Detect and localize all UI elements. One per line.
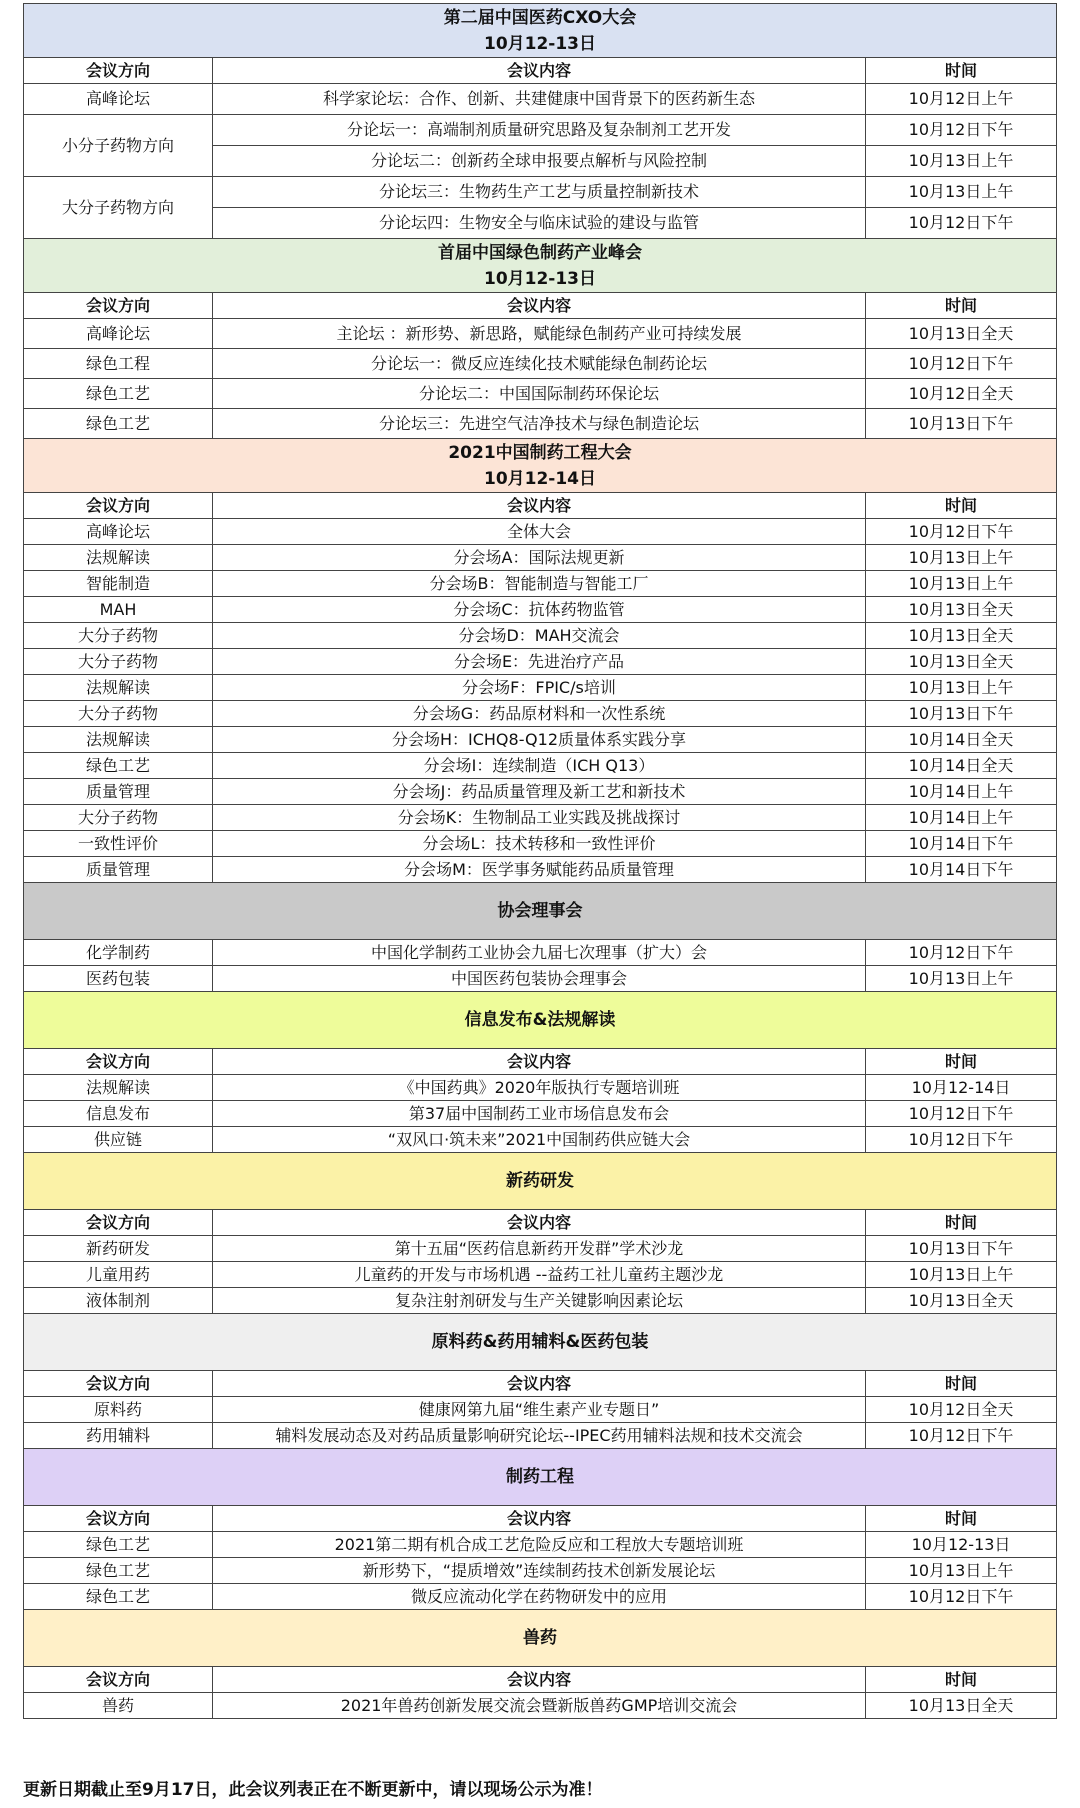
time-cell: 10月13日上午	[866, 966, 1057, 992]
time-cell: 10月13日全天	[866, 597, 1057, 623]
direction-cell: 法规解读	[24, 545, 213, 571]
direction-cell: MAH	[24, 597, 213, 623]
section-title	[24, 4, 1057, 58]
section-date: 10月12-13日	[483, 268, 597, 289]
time-cell: 10月14日上午	[866, 779, 1057, 805]
table-row	[24, 519, 1057, 545]
table-row	[24, 1558, 1057, 1584]
header-direction: 会议方向	[24, 1210, 213, 1236]
table-row	[24, 115, 1057, 146]
table-row	[24, 1693, 1057, 1719]
section-new-drug	[24, 1153, 1057, 1314]
table-row	[24, 409, 1057, 439]
section-title: 新药研发	[24, 1153, 1057, 1210]
time-cell: 10月12日下午	[866, 115, 1057, 146]
content-cell: 分会场G：药品原材料和一次性系统	[213, 701, 866, 727]
header-time: 时间	[866, 58, 1057, 84]
direction-cell: 法规解读	[24, 675, 213, 701]
time-cell: 10月13日上午	[866, 1558, 1057, 1584]
header-row	[24, 293, 1057, 319]
content-cell: 中国化学制药工业协会九届七次理事（扩大）会	[213, 940, 866, 966]
direction-cell: 绿色工艺	[24, 379, 213, 409]
schedule-table	[23, 3, 1057, 1719]
section-title: 兽药	[24, 1610, 1057, 1667]
section-date: 10月12-14日	[483, 468, 597, 489]
header-direction: 会议方向	[24, 1506, 213, 1532]
direction-cell: 大分子药物方向	[24, 177, 213, 239]
section-title	[24, 239, 1057, 293]
direction-cell: 高峰论坛	[24, 84, 213, 115]
section-green-pharma	[24, 239, 1057, 439]
content-cell: 第十五届“医药信息新药开发群”学术沙龙	[213, 1236, 866, 1262]
table-row	[24, 805, 1057, 831]
direction-cell: 小分子药物方向	[24, 115, 213, 177]
header-row	[24, 58, 1057, 84]
section-title: 原料药&药用辅料&医药包装	[24, 1314, 1057, 1371]
section-title	[24, 439, 1057, 493]
section-pharma-engineering	[24, 439, 1057, 883]
time-cell: 10月12日下午	[866, 208, 1057, 239]
section-date: 10月12-13日	[483, 33, 597, 54]
table-row	[24, 701, 1057, 727]
header-time: 时间	[866, 1371, 1057, 1397]
direction-cell: 智能制造	[24, 571, 213, 597]
table-row	[24, 779, 1057, 805]
header-time: 时间	[866, 493, 1057, 519]
content-cell: 分论坛二：创新药全球申报要点解析与风险控制	[213, 146, 866, 177]
time-cell: 10月13日上午	[866, 545, 1057, 571]
content-cell: 健康网第九届“维生素产业专题日”	[213, 1397, 866, 1423]
header-time: 时间	[866, 1667, 1057, 1693]
time-cell: 10月13日全天	[866, 623, 1057, 649]
section-title: 协会理事会	[24, 883, 1057, 940]
direction-cell: 质量管理	[24, 779, 213, 805]
table-row	[24, 940, 1057, 966]
direction-cell: 信息发布	[24, 1101, 213, 1127]
direction-cell: 儿童用药	[24, 1262, 213, 1288]
content-cell: 分会场E：先进治疗产品	[213, 649, 866, 675]
time-cell: 10月13日下午	[866, 1236, 1057, 1262]
table-row	[24, 1262, 1057, 1288]
content-cell: 新形势下，“提质增效”连续制药技术创新发展论坛	[213, 1558, 866, 1584]
content-cell: 分会场D：MAH交流会	[213, 623, 866, 649]
direction-cell: 大分子药物	[24, 623, 213, 649]
content-cell: 2021第二期有机合成工艺危险反应和工程放大专题培训班	[213, 1532, 866, 1558]
time-cell: 10月13日上午	[866, 177, 1057, 208]
header-direction: 会议方向	[24, 1049, 213, 1075]
content-cell: “双风口·筑未来”2021中国制药供应链大会	[213, 1127, 866, 1153]
section-title: 信息发布&法规解读	[24, 992, 1057, 1049]
table-row	[24, 1127, 1057, 1153]
table-row	[24, 1423, 1057, 1449]
direction-cell: 大分子药物	[24, 701, 213, 727]
content-cell: 2021年兽药创新发展交流会暨新版兽药GMP培训交流会	[213, 1693, 866, 1719]
header-direction: 会议方向	[24, 58, 213, 84]
direction-cell: 质量管理	[24, 857, 213, 883]
table-row	[24, 571, 1057, 597]
table-row	[24, 379, 1057, 409]
section-api-excipients	[24, 1314, 1057, 1449]
direction-cell: 兽药	[24, 1693, 213, 1719]
time-cell: 10月13日全天	[866, 649, 1057, 675]
content-cell: 儿童药的开发与市场机遇 --益药工社儿童药主题沙龙	[213, 1262, 866, 1288]
direction-cell: 医药包装	[24, 966, 213, 992]
header-content: 会议内容	[213, 1210, 866, 1236]
direction-cell: 大分子药物	[24, 649, 213, 675]
table-row	[24, 753, 1057, 779]
header-content: 会议内容	[213, 493, 866, 519]
table-row	[24, 177, 1057, 208]
content-cell: 分会场A：国际法规更新	[213, 545, 866, 571]
direction-cell: 化学制药	[24, 940, 213, 966]
table-row	[24, 1288, 1057, 1314]
time-cell: 10月12-13日	[866, 1532, 1057, 1558]
section-name: 2021中国制药工程大会	[448, 442, 632, 463]
table-row	[24, 1236, 1057, 1262]
content-cell: 分会场H：ICHQ8-Q12质量体系实践分享	[213, 727, 866, 753]
time-cell: 10月12日下午	[866, 349, 1057, 379]
time-cell: 10月14日全天	[866, 753, 1057, 779]
header-content: 会议内容	[213, 293, 866, 319]
header-direction: 会议方向	[24, 1667, 213, 1693]
header-row	[24, 1371, 1057, 1397]
table-row	[24, 84, 1057, 115]
table-row	[24, 1075, 1057, 1101]
direction-cell: 绿色工艺	[24, 1558, 213, 1584]
content-cell: 科学家论坛：合作、创新、共建健康中国背景下的医药新生态	[213, 84, 866, 115]
table-row	[24, 727, 1057, 753]
time-cell: 10月12日下午	[866, 1127, 1057, 1153]
table-row	[24, 857, 1057, 883]
section-name: 第二届中国医药CXO大会	[443, 7, 637, 28]
table-row	[24, 1584, 1057, 1610]
direction-cell: 高峰论坛	[24, 319, 213, 349]
section-pharma-eng	[24, 1449, 1057, 1610]
table-row	[24, 545, 1057, 571]
time-cell: 10月12日下午	[866, 1101, 1057, 1127]
direction-cell: 一致性评价	[24, 831, 213, 857]
direction-cell: 绿色工艺	[24, 1584, 213, 1610]
content-cell: 辅料发展动态及对药品质量影响研究论坛--IPEC药用辅料法规和技术交流会	[213, 1423, 866, 1449]
direction-cell: 新药研发	[24, 1236, 213, 1262]
conference-schedule	[23, 3, 1056, 1719]
header-row	[24, 493, 1057, 519]
header-row	[24, 1506, 1057, 1532]
time-cell: 10月12日全天	[866, 1397, 1057, 1423]
time-cell: 10月14日上午	[866, 805, 1057, 831]
time-cell: 10月13日全天	[866, 319, 1057, 349]
content-cell: 分会场I：连续制造（ICH Q13）	[213, 753, 866, 779]
time-cell: 10月13日上午	[866, 571, 1057, 597]
content-cell: 分会场C：抗体药物监管	[213, 597, 866, 623]
section-info-release	[24, 992, 1057, 1153]
time-cell: 10月14日下午	[866, 831, 1057, 857]
time-cell: 10月14日下午	[866, 857, 1057, 883]
header-direction: 会议方向	[24, 493, 213, 519]
update-note: 更新日期截止至9月17日，此会议列表正在不断更新中，请以现场公示为准！	[23, 1780, 603, 1800]
time-cell: 10月12日全天	[866, 379, 1057, 409]
direction-cell: 法规解读	[24, 1075, 213, 1101]
direction-cell: 法规解读	[24, 727, 213, 753]
table-row	[24, 597, 1057, 623]
table-row	[24, 1101, 1057, 1127]
direction-cell: 绿色工程	[24, 349, 213, 379]
table-row	[24, 1397, 1057, 1423]
header-row	[24, 1049, 1057, 1075]
time-cell: 10月13日上午	[866, 146, 1057, 177]
header-content: 会议内容	[213, 1506, 866, 1532]
time-cell: 10月12日下午	[866, 1423, 1057, 1449]
content-cell: 第37届中国制药工业市场信息发布会	[213, 1101, 866, 1127]
time-cell: 10月12日下午	[866, 519, 1057, 545]
content-cell: 分论坛一：高端制剂质量研究思路及复杂制剂工艺开发	[213, 115, 866, 146]
content-cell: 分会场K：生物制品工业实践及挑战探讨	[213, 805, 866, 831]
section-title: 制药工程	[24, 1449, 1057, 1506]
table-row	[24, 649, 1057, 675]
direction-cell: 绿色工艺	[24, 409, 213, 439]
direction-cell: 绿色工艺	[24, 1532, 213, 1558]
time-cell: 10月12-14日	[866, 1075, 1057, 1101]
table-row	[24, 1532, 1057, 1558]
direction-cell: 高峰论坛	[24, 519, 213, 545]
time-cell: 10月14日全天	[866, 727, 1057, 753]
content-cell: 分会场F：FPIC/s培训	[213, 675, 866, 701]
header-direction: 会议方向	[24, 1371, 213, 1397]
time-cell: 10月13日下午	[866, 409, 1057, 439]
section-cxo	[24, 4, 1057, 239]
section-veterinary	[24, 1610, 1057, 1719]
time-cell: 10月12日下午	[866, 1584, 1057, 1610]
header-row	[24, 1667, 1057, 1693]
table-row	[24, 966, 1057, 992]
content-cell: 分会场B：智能制造与智能工厂	[213, 571, 866, 597]
content-cell: 全体大会	[213, 519, 866, 545]
content-cell: 分论坛三：生物药生产工艺与质量控制新技术	[213, 177, 866, 208]
content-cell: 分论坛一：微反应连续化技术赋能绿色制药论坛	[213, 349, 866, 379]
table-row	[24, 623, 1057, 649]
content-cell: 分论坛三：先进空气洁净技术与绿色制造论坛	[213, 409, 866, 439]
content-cell: 微反应流动化学在药物研发中的应用	[213, 1584, 866, 1610]
section-name: 首届中国绿色制药产业峰会	[438, 242, 642, 263]
time-cell: 10月13日上午	[866, 1262, 1057, 1288]
header-content: 会议内容	[213, 1667, 866, 1693]
content-cell: 分论坛二：中国国际制药环保论坛	[213, 379, 866, 409]
header-time: 时间	[866, 1210, 1057, 1236]
table-row	[24, 319, 1057, 349]
time-cell: 10月13日下午	[866, 701, 1057, 727]
content-cell: 复杂注射剂研发与生产关键影响因素论坛	[213, 1288, 866, 1314]
header-content: 会议内容	[213, 58, 866, 84]
header-row	[24, 1210, 1057, 1236]
table-row	[24, 675, 1057, 701]
table-row	[24, 349, 1057, 379]
header-time: 时间	[866, 1506, 1057, 1532]
direction-cell: 药用辅料	[24, 1423, 213, 1449]
content-cell: 主论坛 ：新形势、新思路，赋能绿色制药产业可持续发展	[213, 319, 866, 349]
direction-cell: 供应链	[24, 1127, 213, 1153]
header-content: 会议内容	[213, 1371, 866, 1397]
header-time: 时间	[866, 1049, 1057, 1075]
direction-cell: 原料药	[24, 1397, 213, 1423]
direction-cell: 液体制剂	[24, 1288, 213, 1314]
content-cell: 分论坛四：生物安全与临床试验的建设与监管	[213, 208, 866, 239]
time-cell: 10月12日上午	[866, 84, 1057, 115]
header-content: 会议内容	[213, 1049, 866, 1075]
time-cell: 10月13日上午	[866, 675, 1057, 701]
direction-cell: 大分子药物	[24, 805, 213, 831]
content-cell: 中国医药包装协会理事会	[213, 966, 866, 992]
time-cell: 10月12日下午	[866, 940, 1057, 966]
table-row	[24, 831, 1057, 857]
content-cell: 分会场J：药品质量管理及新工艺和新技术	[213, 779, 866, 805]
header-time: 时间	[866, 293, 1057, 319]
time-cell: 10月13日全天	[866, 1288, 1057, 1314]
section-association-council	[24, 883, 1057, 992]
header-direction: 会议方向	[24, 293, 213, 319]
content-cell: 分会场L：技术转移和一致性评价	[213, 831, 866, 857]
content-cell: 《中国药典》2020年版执行专题培训班	[213, 1075, 866, 1101]
content-cell: 分会场M：医学事务赋能药品质量管理	[213, 857, 866, 883]
direction-cell: 绿色工艺	[24, 753, 213, 779]
time-cell: 10月13日全天	[866, 1693, 1057, 1719]
